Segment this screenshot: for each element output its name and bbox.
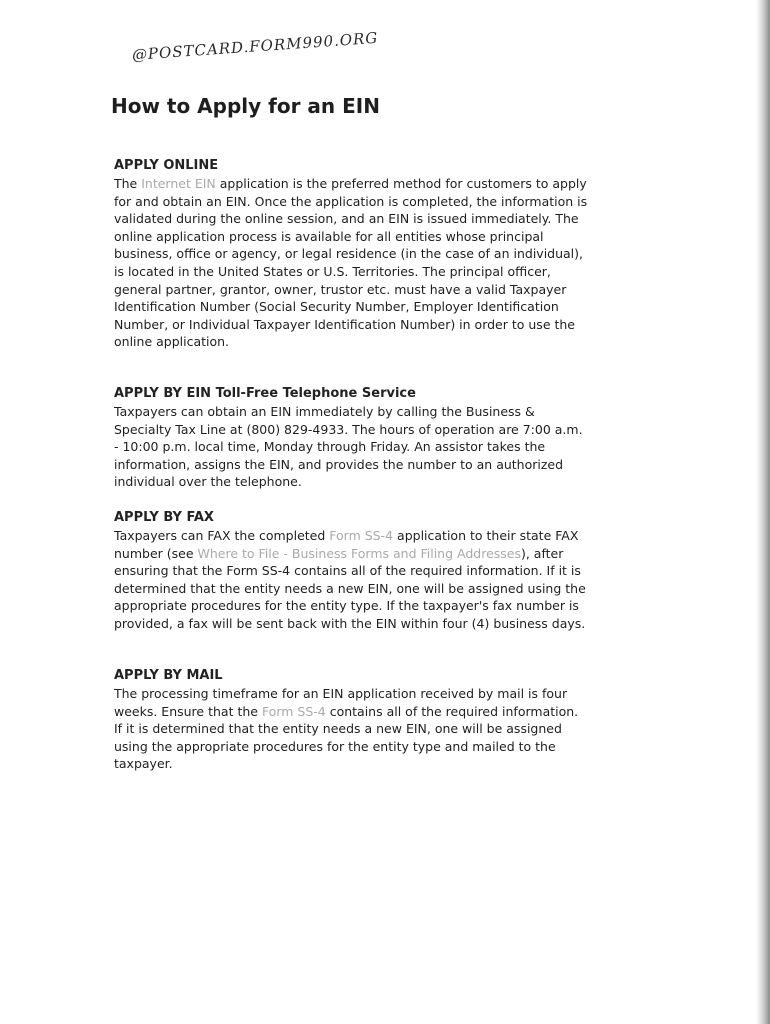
section-apply-online bbox=[114, 158, 589, 351]
form-ss4-link[interactable]: Form SS-4 bbox=[261, 703, 326, 719]
section-body-fax bbox=[114, 527, 589, 633]
scanned-page-edge bbox=[756, 0, 770, 1024]
internet-ein-link[interactable]: Internet EIN bbox=[141, 176, 216, 191]
section-apply-fax bbox=[114, 510, 589, 633]
body-text: Taxpayers can FAX the completed bbox=[114, 528, 330, 543]
section-body-online bbox=[114, 175, 589, 351]
page-title: How to Apply for an EIN bbox=[111, 94, 380, 118]
body-text: The bbox=[114, 176, 142, 191]
form-ss4-link[interactable]: Form SS-4 bbox=[329, 528, 394, 543]
where-to-file-link[interactable]: Where to File - Business Forms and Filing Addresses bbox=[197, 545, 521, 561]
body-text: The processing timeframe for an EIN application received by mail is four weeks. Ensure that the bbox=[114, 686, 568, 719]
section-body-phone: Taxpayers can obtain an EIN immediately by calling the Business & Specialty Tax Line at (800) 829-4933. The hours of operation are 7:00 a.m. - 10:00 p.m. local time, Monday through Friday. An assistor takes the information, assigns the EIN, and provides the number to an authorized individual over the telephone. bbox=[114, 404, 583, 490]
section-heading-online: APPLY ONLINE bbox=[114, 158, 219, 173]
section-heading-phone: APPLY BY EIN Toll-Free Telephone Service bbox=[114, 386, 416, 401]
section-heading-mail: APPLY BY MAIL bbox=[114, 668, 223, 683]
body-text: application to their state FAX number (see bbox=[114, 528, 579, 561]
section-body-mail bbox=[114, 685, 589, 773]
section-apply-mail bbox=[114, 668, 589, 773]
section-apply-phone bbox=[114, 386, 589, 491]
body-text: contains all of the required information. If it is determined that the entity needs a new EIN, one will be assigned using the appropriate procedures for the entity type and mailed to the taxpayer. bbox=[114, 703, 579, 772]
handwritten-note: @POSTCARD.FORM990.ORG bbox=[131, 28, 379, 64]
section-heading-fax: APPLY BY FAX bbox=[114, 510, 214, 525]
body-text: ), after ensuring that the Form SS-4 contains all of the required information. If it is determined that the entity needs a new EIN, one will be assigned using the appropriate procedures for the entity type. If the taxpayer's fax number is provided, a fax will be sent back with the EIN within four (4) business days. bbox=[114, 545, 586, 631]
body-text: application is the preferred method for customers to apply for and obtain an EIN. Once the application is completed, the information is validated during the online session, and an EIN is issued immediately. The online application process is available for all entities whose principal business, office or agency, or legal residence (in the case of an individual), is located in the United States or U.S. Territories. The principal officer, general partner, grantor, owner, trustor etc. must have a valid Taxpayer Identification Number (Social Security Number, Employer Identification Number, or Individual Taxpayer Identification Number) in order to use the online application. bbox=[114, 176, 588, 350]
